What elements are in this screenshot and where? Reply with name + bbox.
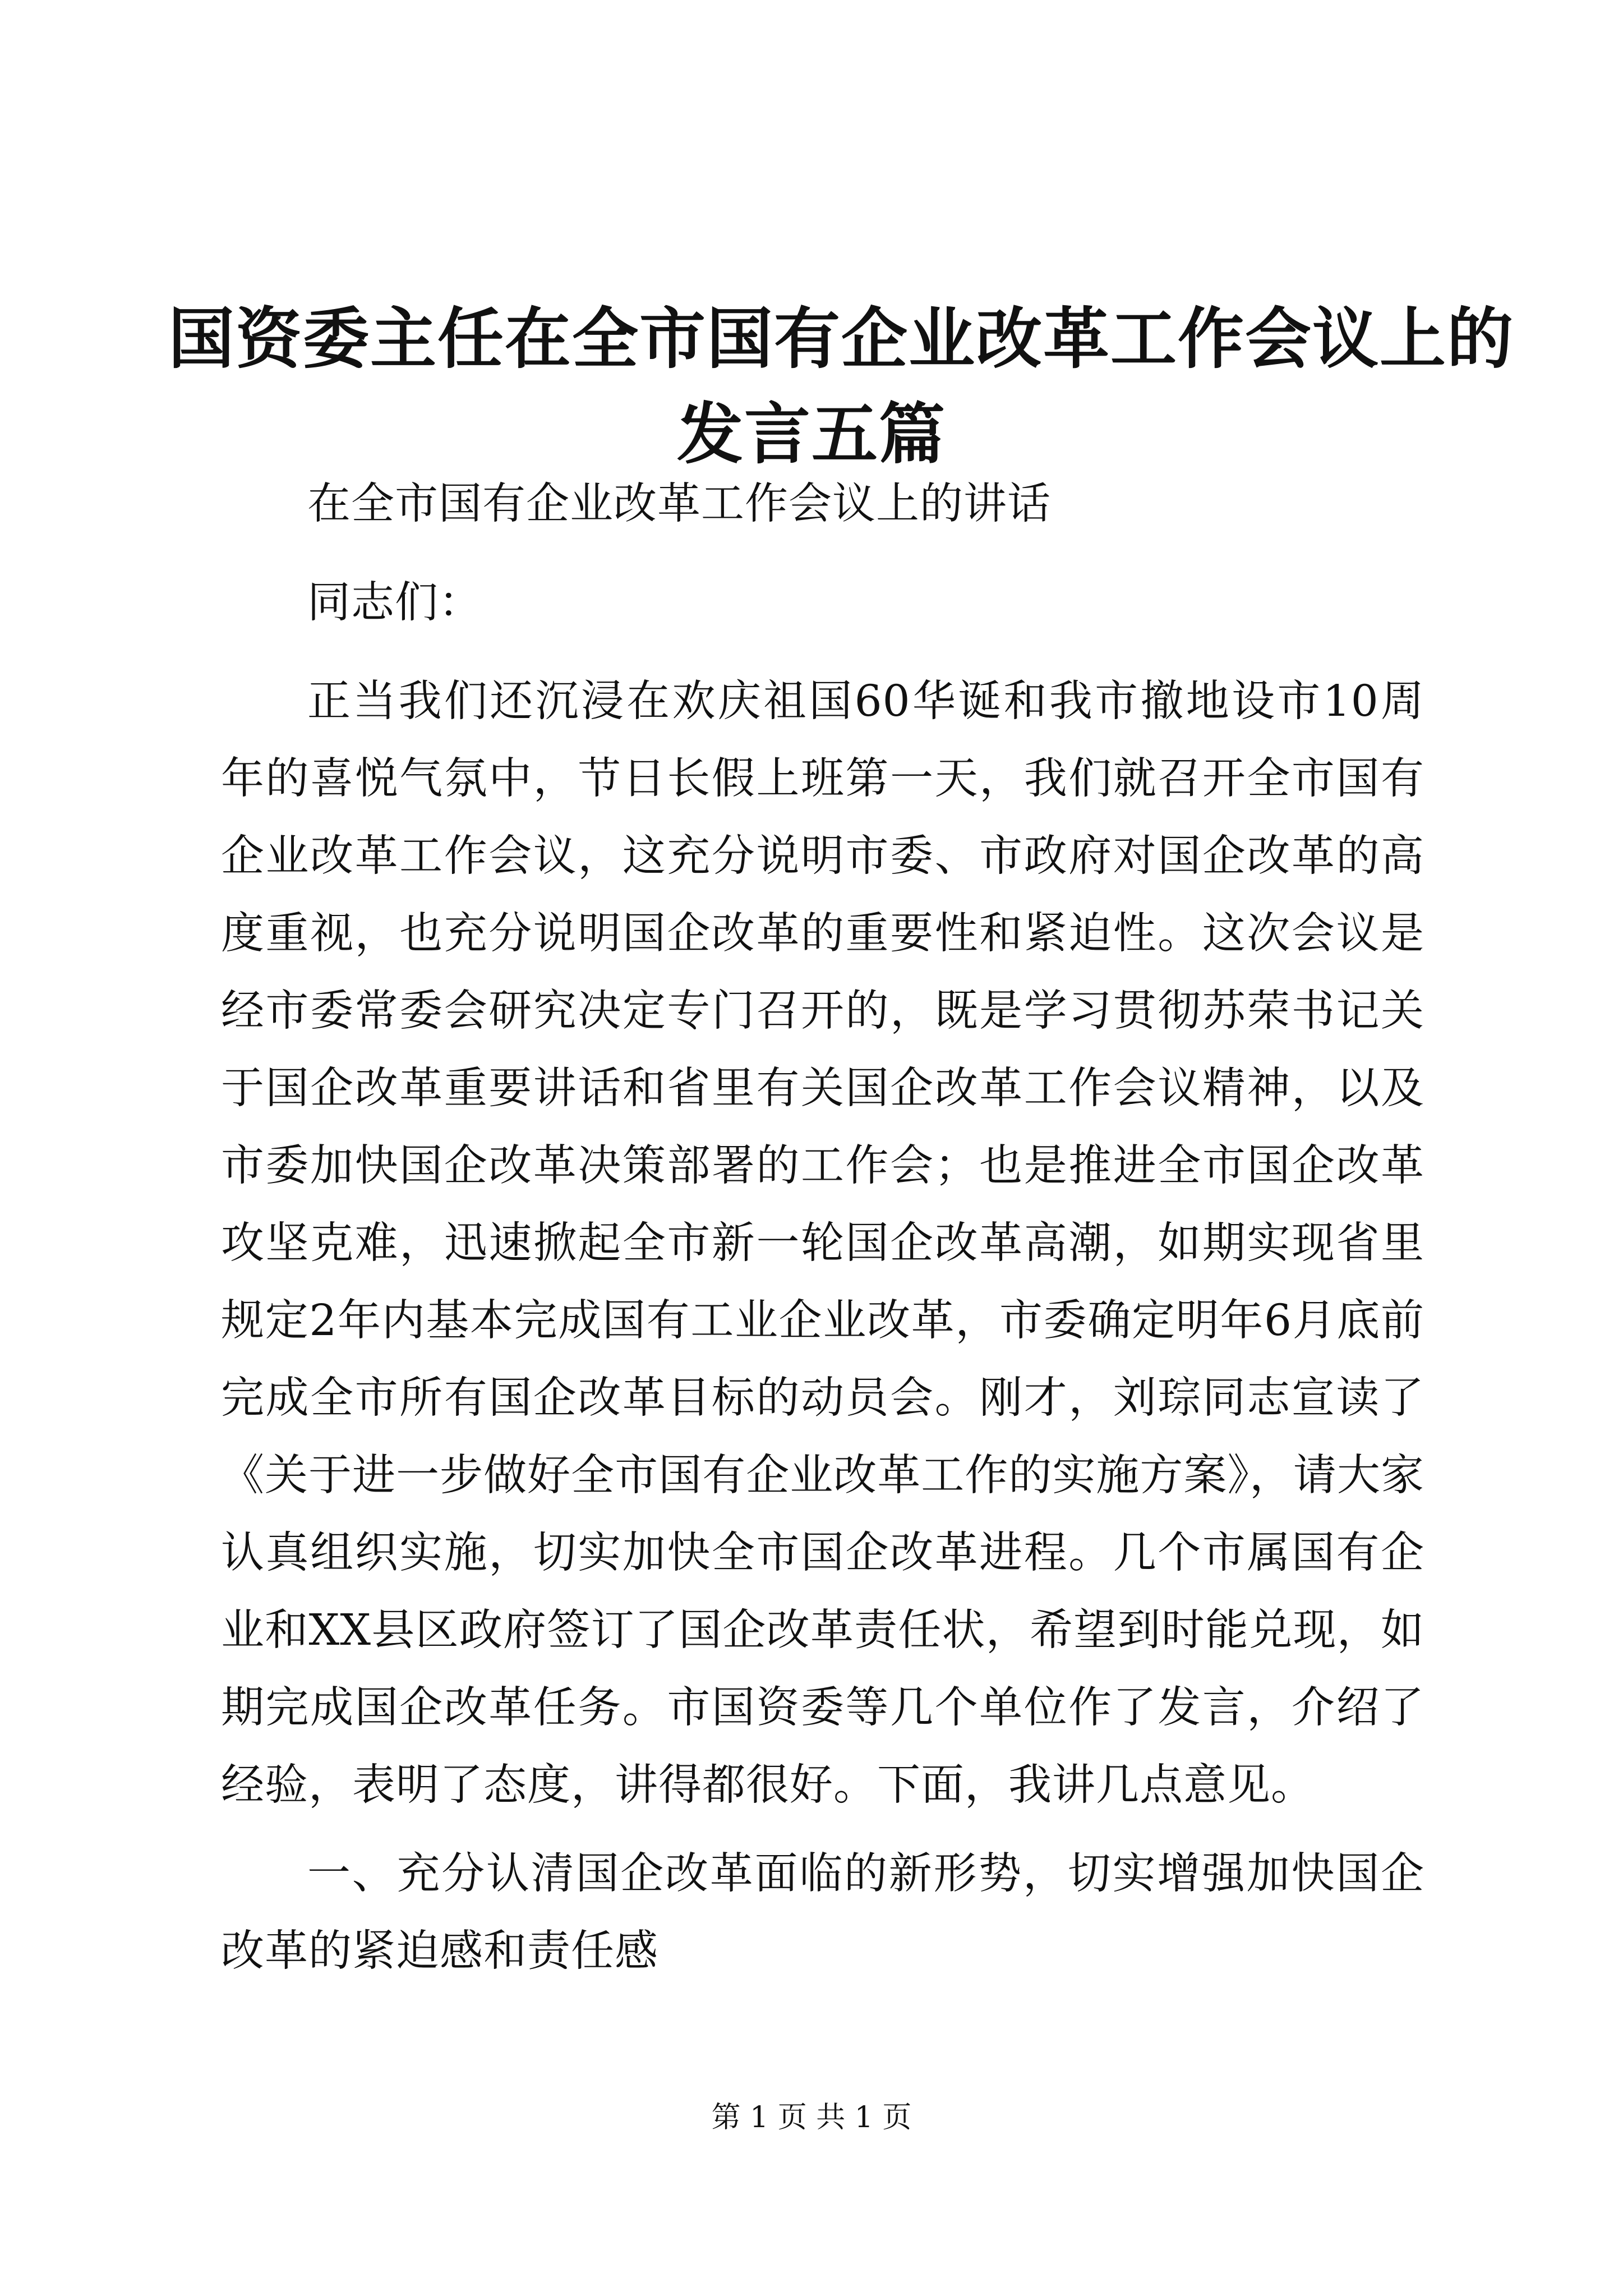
document-title (168, 291, 1515, 482)
paragraph-1: 正当我们还沉浸在欢庆祖国60华诞和我市撤地设市10周年的喜悦气氛中，节日长假上班第一天，我们就召开全市国有企业改革工作会议，这充分说明市委、市政府对国企改革的高度重视，也充分说明国企改革的重要性和紧迫性。这次会议是经市委常委会研究决定专门召开的，既是学习贯彻苏荣书记关于国企改革重要讲话和省里有关国企改革工作会议精神，以及市委加快国企改革决策部署的工作会；也是推进全市国企改革攻坚克难，迅速掀起全市新一轮国企改革高潮，如期实现省里规定2年内基本完成国有工业企业改革，市委确定明年6月底前完成全市所有国企改革目标的动员会。刚才，刘琮同志宣读了《关于进一步做好全市国有企业改革工作的实施方案》，请大家认真组织实施，切实加快全市国企改革进程。几个市属国有企业和XX县区政府签订了国企改革责任状，希望到时能兑现，如期完成国企改革任务。市国资委等几个单位作了发言，介绍了经验，表明了态度，讲得都很好。下面，我讲几点意见。 (221, 677, 1424, 1810)
section-1-heading: 一、充分认清国企改革面临的新形势，切实增强加快国企改革的紧迫感和责任感 (221, 1849, 1424, 1976)
title-line-2: 发言五篇 (676, 395, 946, 473)
title-line-1: 国资委主任在全市国有企业改革工作会议上的 (168, 300, 1515, 378)
document-body (221, 466, 1424, 2001)
greeting: 同志们： (307, 578, 482, 628)
speech-subtitle: 在全市国有企业改革工作会议上的讲话 (307, 479, 1051, 529)
page-footer: 第 1 页 共 1 页 (711, 2101, 912, 2134)
